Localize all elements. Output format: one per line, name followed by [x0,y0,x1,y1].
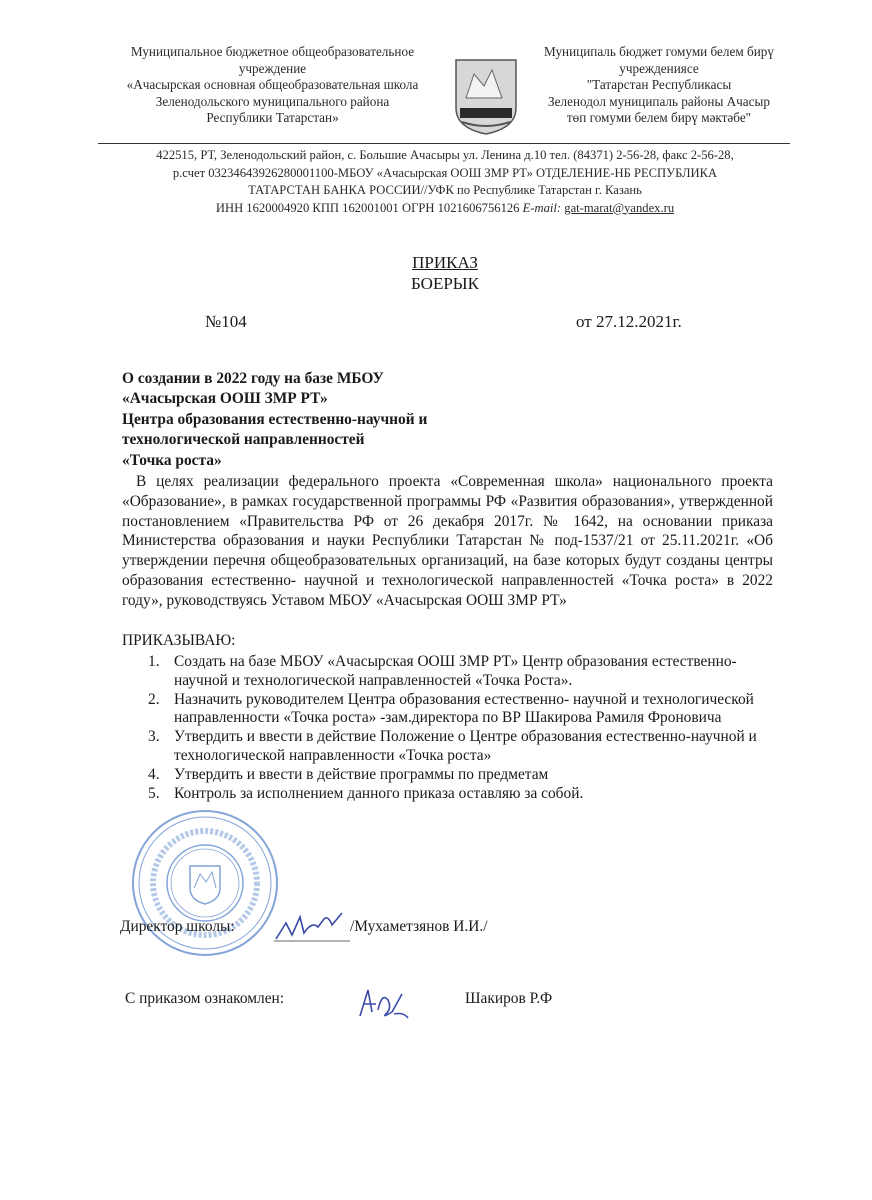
item-number: 3. [148,728,160,746]
list-item [122,766,782,785]
preamble [122,472,773,611]
address-line: ТАТАРСТАН БАНКА РОССИИ//УФК по Республике Татарстан г. Казань [248,183,642,197]
subject-line: О создании в 2022 году на базе МБОУ [122,370,384,387]
subject-line: «Ачасырская ООШ ЗМР РТ» [122,390,328,408]
header-right-line: учреждениясе [619,60,699,76]
item-number: 2. [148,690,160,708]
item-text: Утвердить и ввести в действие программы по предметам [174,766,549,784]
list-item [122,728,782,765]
order-items [122,653,782,804]
title-ru: ПРИКАЗ [412,253,478,272]
header-school-name-ru [100,44,445,127]
subject-line: «Точка роста» [122,451,222,469]
director-label: Директор школы: [120,918,235,935]
order-subject [122,369,542,471]
header-left-line: Зеленодольского муниципального района [155,93,390,109]
acquainted-name: Шакиров Р.Ф [465,990,553,1007]
order-date: от 27.12.2021г. [576,312,682,331]
director-name: /Мухаметзянов И.И./ [350,918,488,935]
order-keyword: ПРИКАЗЫВАЮ: [122,632,236,649]
address-line-ids [100,200,790,218]
subject-line: Центра образования естественно-научной и [122,410,428,428]
header-left-line: учреждение [238,60,307,76]
list-item [122,785,782,804]
header-school-name-tt [528,44,790,127]
subject-line: технологической направленностей [122,431,365,449]
header-left-line: Муниципальное бюджетное общеобразовательное [130,44,415,59]
header-left-line: «Ачасырская основная общеобразовательная школа [126,77,419,92]
header-right-line: "Татарстан Республикасы [586,77,732,92]
acquainted-signature-icon [352,982,412,1022]
item-text: Создать на базе МБОУ «Ачасырская ООШ ЗМР РТ» Центр образования естественно- научной и технологической направленностей «Точка Роста». [174,653,737,689]
title-tt: БОЕРЫК [411,274,479,293]
preamble-text: В целях реализации федерального проекта «Современная школа» национального проекта «Образование», в рамках государственной программы РФ «Развития образования», утвержденной постановлением «Правительства РФ от 26 декабря 2017г. № 1642, на основании приказа Министерства образования и науки Республики Татарстан № под-1537/21 от 25.11.2021г. «Об утверждении перечня общеобразовательных организаций, на базе которых будут созданы центры образования естественно- научной и технологической направленностей «Точка роста» в 2022 году», руководствуясь Уставом МБОУ «Ачасырская ООШ ЗМР РТ» [122,473,773,609]
item-text: Назначить руководителем Центра образования естественно- научной и технологической направленности «Точка роста» -зам.директора по ВР Шакирова Рамиля Фроновича [174,690,754,727]
item-number: 4. [148,766,160,784]
coat-of-arms-icon [452,58,520,136]
header-divider [98,143,790,144]
acquainted-label: С приказом ознакомлен: [125,990,285,1007]
item-text: Контроль за исполнением данного приказа оставляю за собой. [174,785,584,803]
document-title [330,252,560,294]
item-number: 1. [148,653,160,670]
header-right-line: Зеленодол муниципаль районы Ачасыр [548,93,770,109]
email-link[interactable]: gat-marat@yandex.ru [564,200,675,215]
header-right-line: Муниципаль бюджет гомуми белем бирү [544,44,774,59]
address-block [100,147,790,217]
ids-text: ИНН 1620004920 КПП 162001001 ОГРН 1021606756126 [215,200,523,215]
address-line: 422515, РТ, Зеленодольский район, с. Большие Ачасыры ул. Ленина д.10 тел. (84371) 2-56-28, факс 2-56-28, [156,148,734,162]
header-right-line: төп гомуми белем бирү мәктәбе" [566,110,752,125]
director-signature-icon [272,905,352,945]
list-item [122,653,782,690]
header-left-line: Республики Татарстан» [206,110,339,125]
item-number: 5. [148,785,160,803]
address-line: р.счет 03234643926280001100-МБОУ «Ачасырская ООШ ЗМР РТ» ОТДЕЛЕНИЕ-НБ РЕСПУБЛИКА [172,165,718,180]
item-text: Утвердить и ввести в действие Положение о Центре образования естественно-научной и технологической направленности «Точка роста» [174,728,757,764]
list-item [122,691,782,728]
email-label: E-mail: [522,200,562,215]
order-number: №104 [205,312,247,331]
